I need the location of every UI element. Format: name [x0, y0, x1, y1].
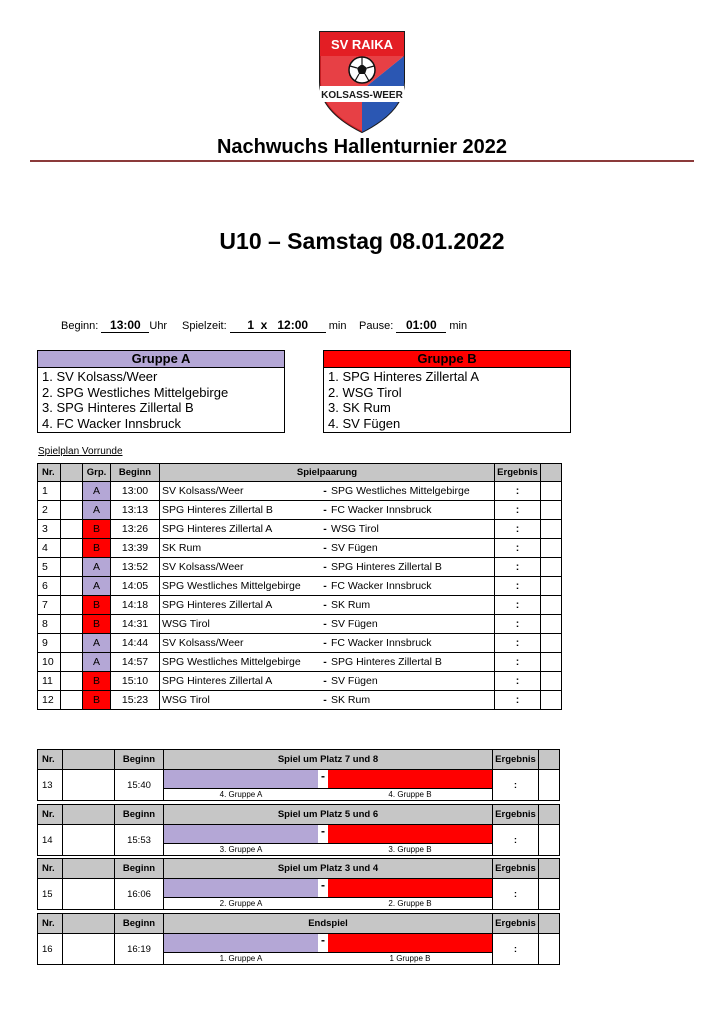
final-time: 15:53	[115, 825, 164, 856]
final-header-nr: Nr.	[38, 805, 63, 825]
final-header-beginn: Beginn	[115, 805, 164, 825]
final-header-result: Ergebnis	[493, 914, 539, 934]
schedule-row	[38, 501, 562, 520]
match-group: B	[83, 596, 111, 615]
match-time: 14:31	[111, 615, 160, 634]
match-nr: 7	[38, 596, 61, 615]
match-result-extra	[541, 482, 562, 501]
final-title: Spiel um Platz 5 und 6	[164, 805, 493, 825]
match-home: SPG Westliches Mittelgebirge	[162, 580, 301, 592]
group-b-title: Gruppe B	[324, 351, 570, 368]
final-blank	[63, 770, 115, 801]
match-dash: -	[323, 523, 327, 535]
final-header-result: Ergebnis	[493, 859, 539, 879]
match-group: A	[83, 501, 111, 520]
final-title: Spiel um Platz 3 und 4	[164, 859, 493, 879]
final-header-row	[38, 750, 560, 770]
header-blank-2	[541, 464, 562, 482]
header-blank	[61, 464, 83, 482]
match-blank	[61, 672, 83, 691]
final-home-slot	[164, 825, 318, 843]
schedule-row	[38, 577, 562, 596]
match-pairing	[160, 634, 495, 653]
group-b-team: 3. SK Rum	[328, 400, 391, 415]
final-labels	[164, 844, 492, 855]
spielzeit-unit: min	[328, 320, 347, 332]
match-result[interactable]: :	[495, 672, 541, 691]
schedule-table	[37, 463, 562, 710]
final-labels	[164, 953, 492, 964]
header-result: Ergebnis	[495, 464, 541, 482]
final-away-slot	[328, 934, 492, 952]
final-home-slot	[164, 879, 318, 897]
final-row	[38, 934, 560, 965]
final-blank	[63, 879, 115, 910]
schedule-row	[38, 482, 562, 501]
header-nr: Nr.	[38, 464, 61, 482]
spielzeit-setting	[182, 318, 347, 333]
match-nr: 1	[38, 482, 61, 501]
match-result[interactable]: :	[495, 653, 541, 672]
match-result[interactable]: :	[495, 558, 541, 577]
match-blank	[61, 539, 83, 558]
match-group: B	[83, 672, 111, 691]
final-home-slot	[164, 934, 318, 952]
match-result-extra	[541, 672, 562, 691]
group-b-list	[324, 368, 570, 432]
match-dash: -	[323, 694, 327, 706]
match-time: 13:00	[111, 482, 160, 501]
match-blank	[61, 482, 83, 501]
final-away-label: 3. Gruppe B	[388, 845, 432, 854]
match-pairing	[160, 691, 495, 710]
match-result-extra	[541, 596, 562, 615]
final-row	[38, 879, 560, 910]
match-time: 15:10	[111, 672, 160, 691]
match-nr: 5	[38, 558, 61, 577]
match-home: SK Rum	[162, 542, 202, 554]
match-time: 13:39	[111, 539, 160, 558]
final-result[interactable]: :	[493, 879, 539, 910]
match-dash: -	[323, 580, 327, 592]
final-result[interactable]: :	[493, 934, 539, 965]
beginn-value: 13:00	[101, 318, 149, 333]
match-result[interactable]: :	[495, 501, 541, 520]
match-result[interactable]: :	[495, 596, 541, 615]
final-pairing-bar	[164, 770, 492, 789]
schedule-row	[38, 653, 562, 672]
match-blank	[61, 577, 83, 596]
final-home-label: 3. Gruppe A	[219, 845, 263, 854]
pause-value: 01:00	[396, 318, 446, 333]
schedule-label: Spielplan Vorrunde	[38, 446, 123, 457]
final-pairing	[164, 879, 493, 910]
beginn-unit: Uhr	[149, 320, 168, 332]
match-time: 14:05	[111, 577, 160, 596]
group-b-box	[323, 350, 571, 433]
match-result[interactable]: :	[495, 634, 541, 653]
match-away: SV Fügen	[331, 618, 378, 630]
header-pairing: Spielpaarung	[160, 464, 495, 482]
final-match-table	[37, 749, 560, 801]
spielzeit-label: Spielzeit:	[182, 320, 227, 332]
match-home: SV Kolsass/Weer	[162, 561, 244, 573]
final-away-slot	[328, 770, 492, 788]
header-divider	[30, 160, 694, 162]
final-title: Spiel um Platz 7 und 8	[164, 750, 493, 770]
final-pairing-bar	[164, 934, 492, 953]
match-home: SPG Hinteres Zillertal B	[162, 504, 273, 516]
match-result-extra	[541, 558, 562, 577]
final-result-extra	[539, 879, 560, 910]
final-nr: 13	[38, 770, 63, 801]
match-pairing	[160, 596, 495, 615]
match-time: 13:13	[111, 501, 160, 520]
final-nr: 14	[38, 825, 63, 856]
match-blank	[61, 615, 83, 634]
final-header-blank	[63, 914, 115, 934]
group-a-team: 2. SPG Westliches Mittelgebirge	[42, 384, 229, 400]
group-a-team: 4. FC Wacker Innsbruck	[42, 415, 181, 431]
match-home: WSG Tirol	[162, 694, 210, 706]
beginn-setting	[61, 318, 167, 333]
match-group: A	[83, 558, 111, 577]
group-b-team: 1. SPG Hinteres Zillertal A	[328, 369, 479, 384]
final-header-blank	[63, 750, 115, 770]
schedule-row	[38, 634, 562, 653]
match-home: WSG Tirol	[162, 618, 210, 630]
final-blank	[63, 825, 115, 856]
logo-bottom-text: KOLSASS-WEER	[321, 90, 403, 101]
match-pairing	[160, 615, 495, 634]
final-away-slot	[328, 879, 492, 897]
group-a-list	[38, 368, 284, 432]
final-header-blank-2	[539, 750, 560, 770]
match-away: FC Wacker Innsbruck	[331, 504, 432, 516]
match-result[interactable]: :	[495, 539, 541, 558]
group-a-team: 3. SPG Hinteres Zillertal B	[42, 400, 194, 415]
match-away: SPG Hinteres Zillertal B	[331, 656, 442, 668]
final-pairing-bar	[164, 825, 492, 844]
match-time: 15:23	[111, 691, 160, 710]
final-match-table	[37, 858, 560, 910]
final-pairing	[164, 770, 493, 801]
header-grp: Grp.	[83, 464, 111, 482]
match-pairing	[160, 558, 495, 577]
final-away-slot	[328, 825, 492, 843]
final-blank	[63, 934, 115, 965]
final-header-blank	[63, 805, 115, 825]
match-away: SV Fügen	[331, 675, 378, 687]
match-group: A	[83, 577, 111, 596]
match-result-extra	[541, 501, 562, 520]
final-home-label: 1. Gruppe A	[219, 954, 263, 963]
final-header-row	[38, 914, 560, 934]
beginn-label: Beginn:	[61, 320, 99, 332]
match-time: 14:44	[111, 634, 160, 653]
final-header-beginn: Beginn	[115, 914, 164, 934]
match-group: A	[83, 653, 111, 672]
pause-label: Pause:	[359, 320, 394, 332]
schedule-header-row	[38, 464, 562, 482]
match-group: B	[83, 520, 111, 539]
match-group: A	[83, 482, 111, 501]
spielzeit-value: 12:00	[277, 318, 309, 332]
match-nr: 9	[38, 634, 61, 653]
header-beginn: Beginn	[111, 464, 160, 482]
group-a-box	[37, 350, 285, 433]
final-result[interactable]: :	[493, 825, 539, 856]
match-result-extra	[541, 691, 562, 710]
match-dash: -	[323, 618, 327, 630]
match-result[interactable]: :	[495, 482, 541, 501]
match-blank	[61, 520, 83, 539]
final-result-extra	[539, 770, 560, 801]
schedule-row	[38, 596, 562, 615]
match-result[interactable]: :	[495, 577, 541, 596]
match-dash: -	[323, 542, 327, 554]
match-dash: -	[323, 656, 327, 668]
match-home: SPG Hinteres Zillertal A	[162, 599, 273, 611]
match-result-extra	[541, 653, 562, 672]
match-nr: 6	[38, 577, 61, 596]
club-crest-icon	[318, 30, 406, 134]
final-time: 16:06	[115, 879, 164, 910]
match-result[interactable]: :	[495, 615, 541, 634]
final-home-slot	[164, 770, 318, 788]
match-pairing	[160, 482, 495, 501]
final-header-blank	[63, 859, 115, 879]
final-result-extra	[539, 825, 560, 856]
match-blank	[61, 596, 83, 615]
final-row	[38, 770, 560, 801]
final-pairing	[164, 934, 493, 965]
logo-top-text: SV RAIKA	[330, 37, 394, 52]
final-header-blank-2	[539, 859, 560, 879]
match-result-extra	[541, 615, 562, 634]
final-header-row	[38, 859, 560, 879]
match-dash: -	[323, 675, 327, 687]
final-header-beginn: Beginn	[115, 859, 164, 879]
match-pairing	[160, 501, 495, 520]
final-header-nr: Nr.	[38, 859, 63, 879]
final-nr: 16	[38, 934, 63, 965]
group-a-team: 1. SV Kolsass/Weer	[42, 369, 158, 384]
final-pairing	[164, 825, 493, 856]
match-blank	[61, 653, 83, 672]
match-pairing	[160, 577, 495, 596]
match-nr: 3	[38, 520, 61, 539]
match-dash: -	[323, 637, 327, 649]
final-header-blank-2	[539, 805, 560, 825]
match-result[interactable]: :	[495, 520, 541, 539]
match-nr: 12	[38, 691, 61, 710]
final-away-label: 2. Gruppe B	[388, 899, 432, 908]
match-away: WSG Tirol	[331, 523, 379, 535]
match-away: SPG Westliches Mittelgebirge	[331, 485, 470, 497]
final-labels	[164, 789, 492, 800]
match-dash: -	[323, 485, 327, 497]
final-time: 16:19	[115, 934, 164, 965]
club-logo	[318, 30, 406, 134]
match-nr: 2	[38, 501, 61, 520]
final-home-label: 2. Gruppe A	[219, 899, 263, 908]
spielzeit-count: 1	[247, 318, 254, 332]
pause-setting	[359, 318, 467, 333]
match-away: SK Rum	[331, 694, 371, 706]
match-home: SPG Hinteres Zillertal A	[162, 523, 273, 535]
match-dash: -	[323, 599, 327, 611]
final-dash: -	[318, 770, 328, 788]
final-dash: -	[318, 934, 328, 952]
final-away-label: 1 Gruppe B	[389, 954, 431, 963]
match-pairing	[160, 539, 495, 558]
spielzeit-x: x	[260, 318, 268, 332]
match-result[interactable]: :	[495, 691, 541, 710]
match-result-extra	[541, 520, 562, 539]
final-home-label: 4. Gruppe A	[219, 790, 263, 799]
final-match-table	[37, 804, 560, 856]
final-row	[38, 825, 560, 856]
group-b-team: 2. WSG Tirol	[328, 384, 402, 400]
match-result-extra	[541, 634, 562, 653]
match-nr: 10	[38, 653, 61, 672]
page-title: Nachwuchs Hallenturnier 2022	[216, 136, 508, 158]
match-pairing	[160, 653, 495, 672]
final-dash: -	[318, 825, 328, 843]
match-home: SPG Hinteres Zillertal A	[162, 675, 273, 687]
match-dash: -	[323, 504, 327, 516]
final-header-result: Ergebnis	[493, 805, 539, 825]
match-blank	[61, 558, 83, 577]
final-title: Endspiel	[164, 914, 493, 934]
match-group: B	[83, 539, 111, 558]
final-labels	[164, 898, 492, 909]
final-header-nr: Nr.	[38, 914, 63, 934]
match-pairing	[160, 672, 495, 691]
schedule-row	[38, 615, 562, 634]
match-result-extra	[541, 577, 562, 596]
group-b-team: 4. SV Fügen	[328, 415, 401, 431]
match-away: SPG Hinteres Zillertal B	[331, 561, 442, 573]
group-a-title: Gruppe A	[38, 351, 284, 368]
final-nr: 15	[38, 879, 63, 910]
match-pairing	[160, 520, 495, 539]
match-group: B	[83, 691, 111, 710]
match-blank	[61, 634, 83, 653]
final-header-beginn: Beginn	[115, 750, 164, 770]
page-subtitle: U10 – Samstag 08.01.2022	[219, 228, 505, 254]
match-blank	[61, 691, 83, 710]
match-nr: 4	[38, 539, 61, 558]
match-blank	[61, 501, 83, 520]
match-time: 14:57	[111, 653, 160, 672]
final-result[interactable]: :	[493, 770, 539, 801]
final-pairing-bar	[164, 879, 492, 898]
match-group: B	[83, 615, 111, 634]
match-away: SK Rum	[331, 599, 371, 611]
match-away: FC Wacker Innsbruck	[331, 637, 432, 649]
schedule-row	[38, 520, 562, 539]
match-away: SV Fügen	[331, 542, 378, 554]
match-nr: 8	[38, 615, 61, 634]
final-header-nr: Nr.	[38, 750, 63, 770]
match-home: SV Kolsass/Weer	[162, 637, 244, 649]
spielzeit-value-field	[230, 318, 326, 333]
final-time: 15:40	[115, 770, 164, 801]
final-away-label: 4. Gruppe B	[388, 790, 432, 799]
pause-unit: min	[449, 320, 468, 332]
match-time: 13:26	[111, 520, 160, 539]
match-time: 14:18	[111, 596, 160, 615]
schedule-row	[38, 539, 562, 558]
match-group: A	[83, 634, 111, 653]
match-time: 13:52	[111, 558, 160, 577]
schedule-body	[38, 482, 562, 710]
final-header-result: Ergebnis	[493, 750, 539, 770]
schedule-row	[38, 691, 562, 710]
match-home: SPG Westliches Mittelgebirge	[162, 656, 301, 668]
match-dash: -	[323, 561, 327, 573]
match-home: SV Kolsass/Weer	[162, 485, 244, 497]
final-match-table	[37, 913, 560, 965]
final-header-row	[38, 805, 560, 825]
match-result-extra	[541, 539, 562, 558]
match-away: FC Wacker Innsbruck	[331, 580, 432, 592]
final-result-extra	[539, 934, 560, 965]
schedule-row	[38, 672, 562, 691]
schedule-row	[38, 558, 562, 577]
final-dash: -	[318, 879, 328, 897]
match-nr: 11	[38, 672, 61, 691]
final-header-blank-2	[539, 914, 560, 934]
